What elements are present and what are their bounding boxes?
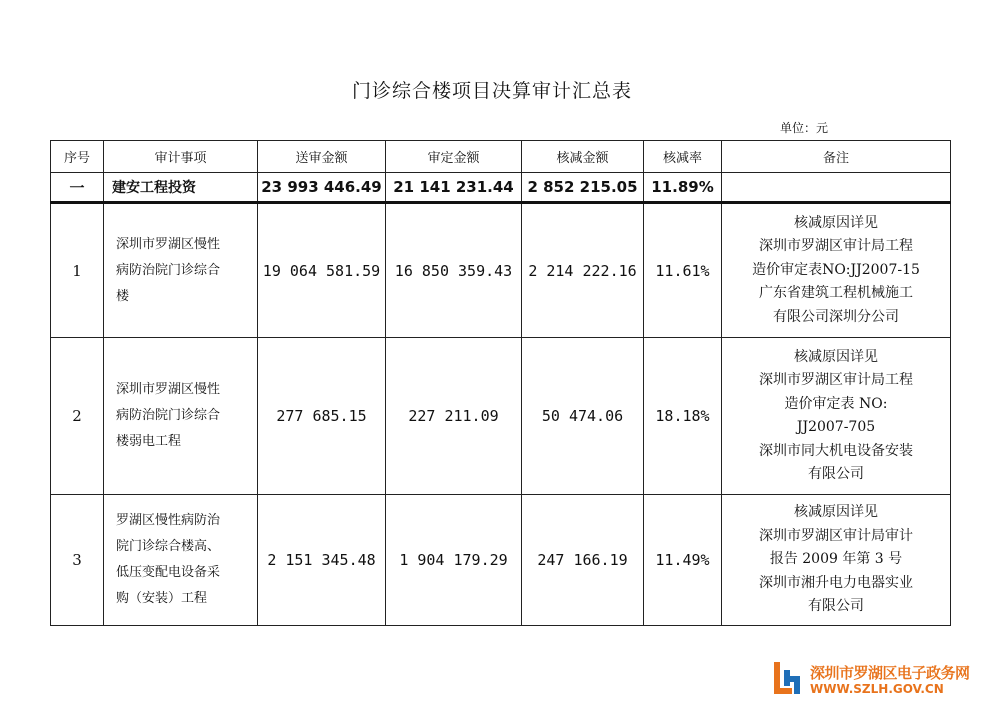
watermark-url: WWW.SZLH.GOV.CN xyxy=(810,682,944,696)
row-rate: 11.61% xyxy=(644,203,722,338)
note-line: 造价审定表 NO: xyxy=(784,395,888,412)
note-line: 有限公司 xyxy=(808,466,864,482)
header-cell: 送审金额 xyxy=(258,141,386,173)
row-reduced: 2 214 222.16 xyxy=(522,203,644,338)
item-line: 罗湖区慢性病防治 xyxy=(116,513,221,528)
table-row xyxy=(51,203,951,338)
table-row xyxy=(51,495,951,626)
note-line: JJ2007-705 xyxy=(796,419,876,435)
row-approved: 16 850 359.43 xyxy=(386,203,522,338)
note-line: 深圳市罗湖区审计局审计 xyxy=(759,527,913,544)
note-line: 造价审定表NO:JJ2007-15 xyxy=(752,261,920,278)
row-rate: 11.49% xyxy=(644,495,722,626)
row-reduced: 50 474.06 xyxy=(522,338,644,495)
note-line: 深圳市罗湖区审计局工程 xyxy=(759,238,913,255)
note-line: 深圳市湘升电力电器实业 xyxy=(759,574,913,591)
row-item xyxy=(104,203,258,338)
note-line: 深圳市罗湖区审计局工程 xyxy=(759,372,913,388)
site-watermark-logo xyxy=(770,656,970,702)
note-line: 核减原因详见 xyxy=(794,504,878,521)
row-rate: 18.18% xyxy=(644,338,722,495)
audit-summary-table xyxy=(50,140,951,626)
header-row xyxy=(51,141,951,173)
row-reduced: 247 166.19 xyxy=(522,495,644,626)
item-line: 深圳市罗湖区慢性 xyxy=(116,236,221,252)
lh-logo-icon xyxy=(770,658,804,696)
watermark-name: 深圳市罗湖区电子政务网 xyxy=(810,664,970,682)
row-note xyxy=(722,203,951,338)
total-item: 建安工程投资 xyxy=(104,173,258,203)
row-item xyxy=(104,495,258,626)
header-cell: 核减率 xyxy=(644,141,722,173)
total-reduced: 2 852 215.05 xyxy=(522,173,644,203)
total-no: 一 xyxy=(51,173,104,203)
row-approved: 1 904 179.29 xyxy=(386,495,522,626)
row-item xyxy=(104,338,258,495)
note-line: 深圳市同大机电设备安装 xyxy=(759,442,913,459)
total-submitted: 23 993 446.49 xyxy=(258,173,386,203)
row-submitted: 2 151 345.48 xyxy=(258,495,386,626)
table-row xyxy=(51,338,951,495)
row-no: 2 xyxy=(51,338,104,495)
header-cell: 审定金额 xyxy=(386,141,522,173)
item-line: 深圳市罗湖区慢性 xyxy=(116,382,221,397)
note-line: 广东省建筑工程机械施工 xyxy=(759,285,913,302)
item-line: 购（安装）工程 xyxy=(116,591,208,606)
document-title: 门诊综合楼项目决算审计汇总表 xyxy=(351,80,632,102)
unit-label: 单位：元 xyxy=(780,121,829,135)
header-cell: 备注 xyxy=(722,141,951,173)
item-line: 低压变配电设备采 xyxy=(116,565,221,580)
item-line: 楼 xyxy=(116,288,130,304)
row-submitted: 19 064 581.59 xyxy=(258,203,386,338)
row-submitted: 277 685.15 xyxy=(258,338,386,495)
total-row xyxy=(51,173,951,203)
note-line: 报告 2009 年第 3 号 xyxy=(769,551,903,568)
total-note xyxy=(722,173,951,203)
row-no: 1 xyxy=(51,203,104,338)
item-line: 楼弱电工程 xyxy=(116,434,182,449)
note-line: 核减原因详见 xyxy=(794,348,878,365)
total-rate: 11.89% xyxy=(644,173,722,203)
row-note xyxy=(722,495,951,626)
header-cell: 核减金额 xyxy=(522,141,644,173)
note-line: 有限公司 xyxy=(808,598,864,615)
item-line: 病防治院门诊综合 xyxy=(116,262,221,278)
total-approved: 21 141 231.44 xyxy=(386,173,522,203)
item-line: 院门诊综合楼高、 xyxy=(116,539,221,554)
row-approved: 227 211.09 xyxy=(386,338,522,495)
note-line: 核减原因详见 xyxy=(794,214,878,231)
header-cell: 审计事项 xyxy=(104,141,258,173)
note-line: 有限公司深圳分公司 xyxy=(773,308,899,325)
item-line: 病防治院门诊综合 xyxy=(116,408,221,423)
header-cell: 序号 xyxy=(51,141,104,173)
row-note xyxy=(722,338,951,495)
row-no: 3 xyxy=(51,495,104,626)
